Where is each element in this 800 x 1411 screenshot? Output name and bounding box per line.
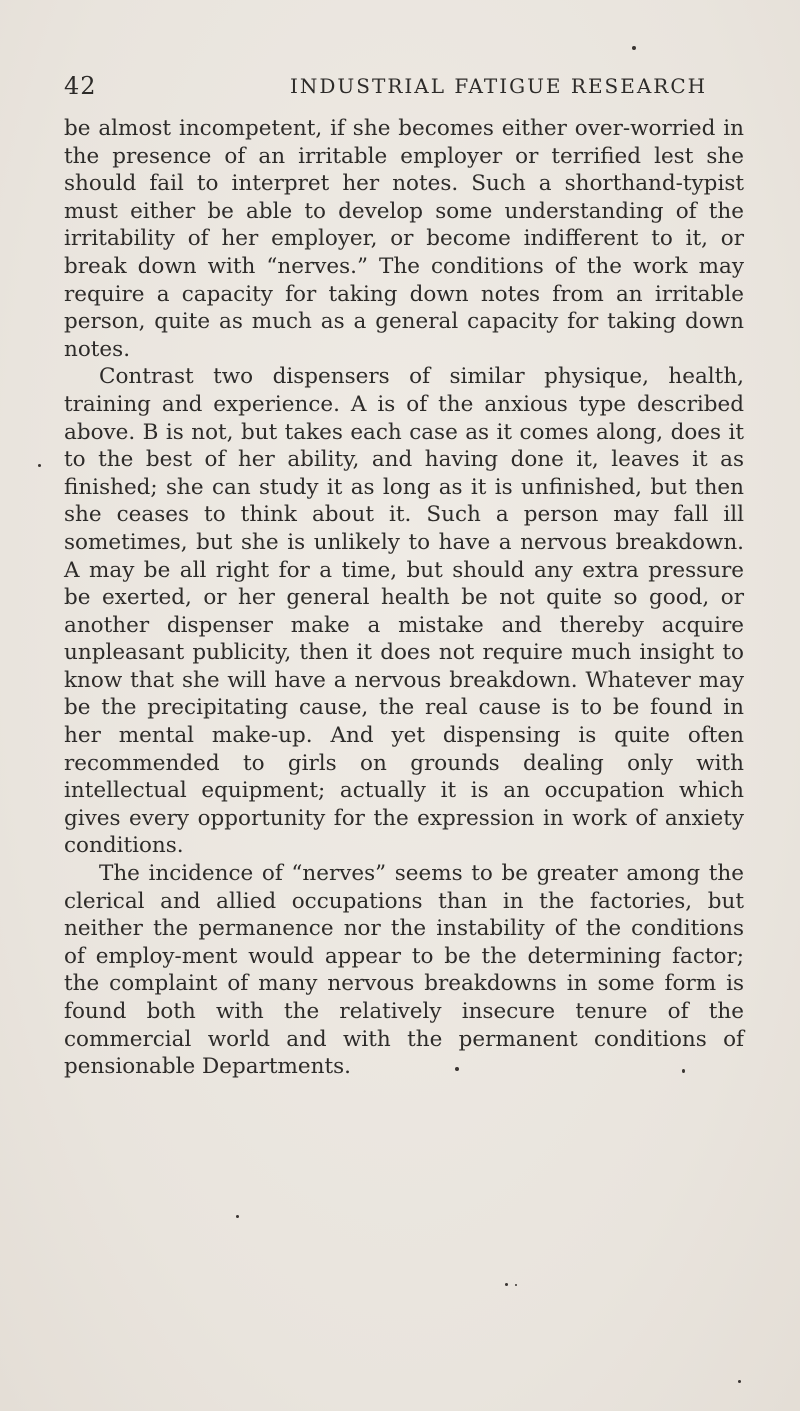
paper-speck <box>505 1283 508 1286</box>
page-header <box>64 72 744 108</box>
paper-speck <box>236 1215 239 1218</box>
paper-speck <box>515 1284 517 1286</box>
page-number: 42 <box>64 72 97 100</box>
paragraph-2: Contrast two dispensers of similar physique, health, training and experience. A is of the anxious type described above. B is not, but takes each case as it comes along, does it to the best of her ability, and having done it, leaves it as finished; she can study it as long as it is unfinished, but then she ceases to think about it. Such a person may fall ill sometimes, but she is unlikely to have a nervous breakdown. A may be all right for a time, but should any extra pressure be exerted, or her general health be not quite so good, or another dispenser make a mistake and thereby acquire unpleasant publicity, then it does not require much insight to know that she will have a nervous breakdown. Whatever may be the precipitating cause, the real cause is to be found in her mental make-up. And yet dispensing is quite often recommended to girls on grounds dealing only with intellectual equipment; actually it is an occupation which gives every opportunity for the expression in work of anxiety conditions. <box>64 364 744 859</box>
paragraph-3: The incidence of “nerves” seems to be greater among the clerical and allied occupations than in the factories, but neither the permanence nor the instability of the conditions of employ-ment would appear to be the determining factor; the complaint of many nervous breakdowns in some form is found both with the relatively insecure tenure of the commercial world and with the permanent conditions of pensionable Departments. <box>64 861 744 1080</box>
running-head: INDUSTRIAL FATIGUE RESEARCH <box>290 74 708 98</box>
paper-speck <box>632 46 636 50</box>
paper-speck <box>38 464 41 467</box>
paper-speck <box>738 1380 741 1383</box>
body-text <box>64 115 744 1081</box>
paragraph-1: be almost incompetent, if she becomes either over-worried in the presence of an irritable employer or terrified lest she should fail to interpret her notes. Such a shorthand-typist must either be able to develop some understanding of the irritability of her employer, or become indifferent to it, or break down with “nerves.” The conditions of the work may require a capacity for taking down notes from an irritable person, quite as much as a general capacity for taking down notes. <box>64 116 744 362</box>
paper-speck <box>455 1067 459 1071</box>
paper-speck <box>682 1069 685 1073</box>
